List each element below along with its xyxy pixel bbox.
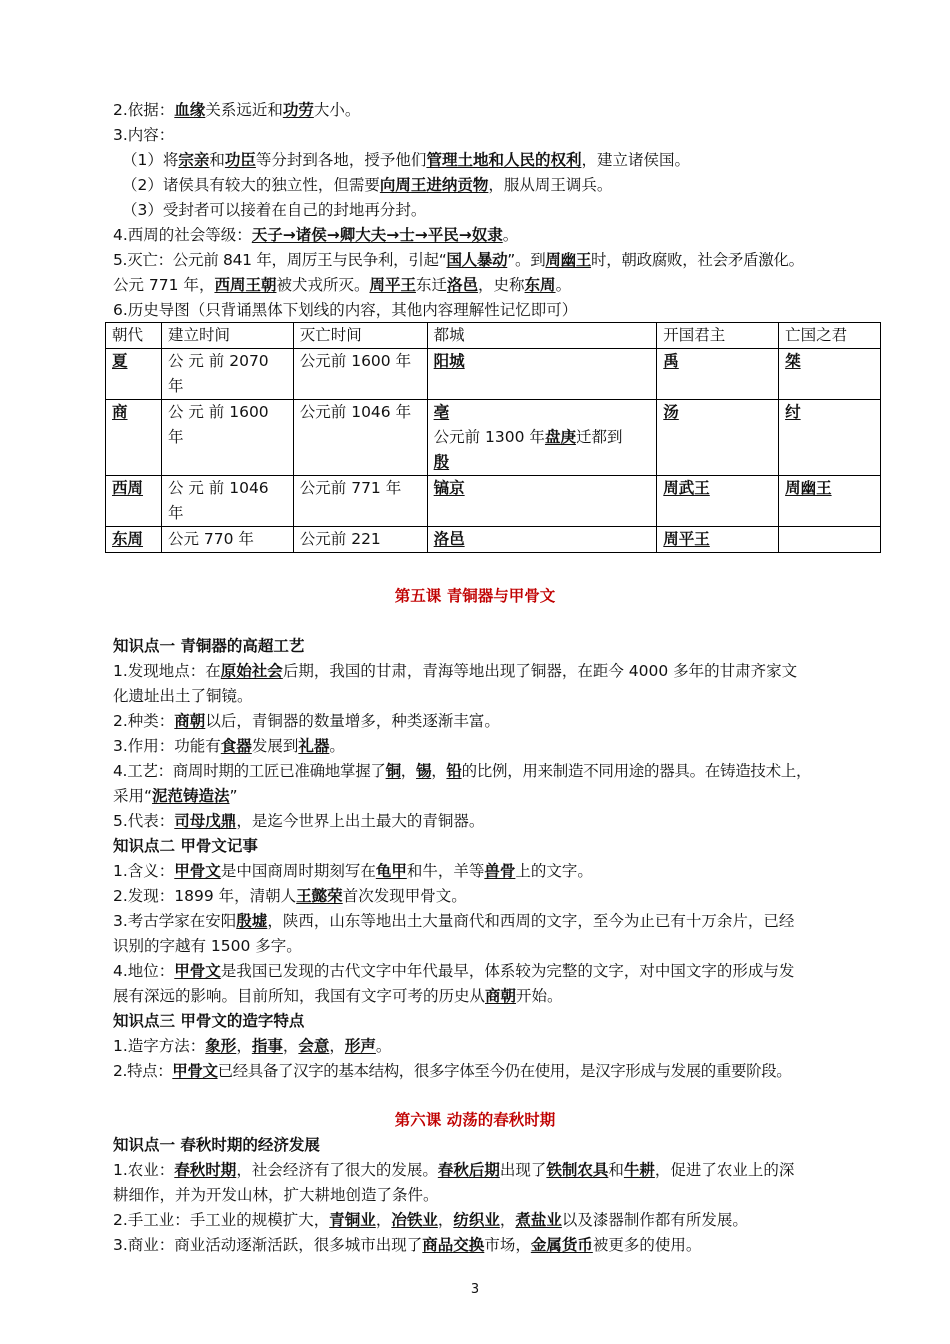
text-line: 识别的字越有 1500 多字。 (113, 937, 302, 955)
text-line: 2.手工业：手工业的规模扩大，青铜业，冶铁业，纺织业，煮盐业以及漆器制作都有所发展。 (113, 1211, 748, 1229)
table-row (106, 476, 881, 527)
header-cell: 都城 (427, 323, 657, 349)
capital-cell: 洛邑 (433, 530, 465, 548)
text-line: 耕细作，并为开发山林，扩大耕地创造了条件。 (113, 1186, 439, 1204)
text-line: 公元 771 年，西周王朝被犬戎所灭。周平王东迁洛邑，史称东周。 (113, 276, 572, 294)
section-heading: 知识点一 春秋时期的经济发展 (113, 1136, 320, 1154)
fall-cell: 公元前 1600 年 (293, 349, 427, 400)
section-heading: 知识点三 甲骨文的造字特点 (113, 1012, 305, 1030)
text-line: 3.作用：功能有食器发展到礼器。 (113, 737, 345, 755)
header-cell: 灭亡时间 (293, 323, 427, 349)
text-line: 2.依据：血缘关系远近和功劳大小。 (113, 101, 361, 119)
text-line: 6.历史导图（只背诵黑体下划线的内容，其他内容理解性记忆即可） (113, 301, 578, 319)
text-line: （2）诸侯具有较大的独立性，但需要向周王进纳贡物，服从周王调兵。 (122, 176, 613, 194)
text-line: 4.地位：甲骨文是我国已发现的古代文字中年代最早，体系较为完整的文字，对中国文字的形成与发 (113, 962, 795, 980)
text-line: 1.含义：甲骨文是中国商周时期刻写在龟甲和牛，羊等兽骨上的文字。 (113, 862, 593, 880)
dynasty-cell: 夏 (112, 352, 128, 370)
established-cell: 公 元 前 1600 年 (161, 400, 293, 476)
header-cell: 朝代 (106, 323, 162, 349)
page-number: 3 (470, 1282, 480, 1297)
founder-cell: 汤 (663, 403, 679, 421)
table-row (106, 349, 881, 400)
fall-cell: 公元前 221 (293, 527, 427, 553)
capital-cell: 亳 公元前 1300 年盘庚迁都到 殷 (427, 400, 657, 476)
table-header-row (106, 323, 881, 349)
text-line: 1.造字方法：象形，指事，会意，形声。 (113, 1037, 392, 1055)
lesson-title: 第六课 动荡的春秋时期 (394, 1111, 556, 1129)
text-line: 展有深远的影响。目前所知，我国有文字可考的历史从商朝开始。 (113, 987, 563, 1005)
fall-cell: 公元前 1046 年 (293, 400, 427, 476)
text-line: 4.工艺：商周时期的工匠已准确地掌握了铜，锡，铅的比例，用来制造不同用途的器具。在铸造技术上， (113, 762, 812, 780)
last-ruler-cell: 桀 (785, 352, 801, 370)
text-line: 2.特点：甲骨文已经具备了汉字的基本结构，很多字体至今仍在使用，是汉字形成与发展的重要阶段。 (113, 1062, 792, 1080)
header-cell: 亡国之君 (779, 323, 881, 349)
text-line: （3）受封者可以接着在自己的封地再分封。 (122, 201, 427, 219)
capital-cell: 镐京 (433, 479, 465, 497)
table-row (106, 400, 881, 476)
text-line: 3.商业：商业活动逐渐活跃，很多城市出现了商品交换市场，金属货币被更多的使用。 (113, 1236, 702, 1254)
section-heading: 知识点二 甲骨文记事 (113, 837, 258, 855)
founder-cell: 禹 (663, 352, 679, 370)
capital-cell: 阳城 (433, 352, 465, 370)
table-row (106, 527, 881, 553)
section-heading: 知识点一 青铜器的高超工艺 (113, 637, 305, 655)
text-line: 1.农业：春秋时期，社会经济有了很大的发展。春秋后期出现了铁制农具和牛耕，促进了农业上的深 (113, 1161, 795, 1179)
text-line: 5.代表：司母戊鼎，是迄今世界上出土最大的青铜器。 (113, 812, 485, 830)
text-line: 3.考古学家在安阳殷墟，陕西，山东等地出土大量商代和西周的文字，至今为止已有十万余片，已经 (113, 912, 795, 930)
lesson-title: 第五课 青铜器与甲骨文 (394, 587, 556, 605)
text-line: 4.西周的社会等级：天子→诸侯→卿大夫→士→平民→奴隶。 (113, 226, 519, 244)
text-line: （1）将宗亲和功臣等分封到各地，授予他们管理土地和人民的权利，建立诸侯国。 (122, 151, 690, 169)
dynasty-cell: 商 (112, 403, 128, 421)
text-line: 采用“泥范铸造法” (113, 787, 238, 805)
established-cell: 公元 770 年 (161, 527, 293, 553)
header-cell: 开国君主 (657, 323, 779, 349)
established-cell: 公 元 前 2070 年 (161, 349, 293, 400)
text-line: 化遗址出土了铜镜。 (113, 687, 253, 705)
established-cell: 公 元 前 1046 年 (161, 476, 293, 527)
last-ruler-cell: 周幽王 (785, 479, 832, 497)
text-line: 5.灭亡：公元前 841 年，周厉王与民争利，引起“国人暴动”。到周幽王时，朝政腐败，社会矛盾激化。 (113, 251, 804, 269)
text-line: 2.发现：1899 年，清朝人王懿荣首次发现甲骨文。 (113, 887, 467, 905)
dynasty-cell: 东周 (112, 530, 144, 548)
header-cell: 建立时间 (161, 323, 293, 349)
text-line: 1.发现地点：在原始社会后期，我国的甘肃，青海等地出现了铜器，在距今 4000 多年的甘肃齐家文 (113, 662, 798, 680)
text-line: 3.内容： (113, 126, 175, 144)
text-line: 2.种类：商朝以后，青铜器的数量增多，种类逐渐丰富。 (113, 712, 500, 730)
last-ruler-cell: 纣 (785, 403, 801, 421)
dynasty-table (105, 322, 881, 553)
last-ruler-cell (779, 527, 881, 553)
founder-cell: 周平王 (663, 530, 710, 548)
founder-cell: 周武王 (663, 479, 710, 497)
dynasty-cell: 西周 (112, 479, 144, 497)
fall-cell: 公元前 771 年 (293, 476, 427, 527)
